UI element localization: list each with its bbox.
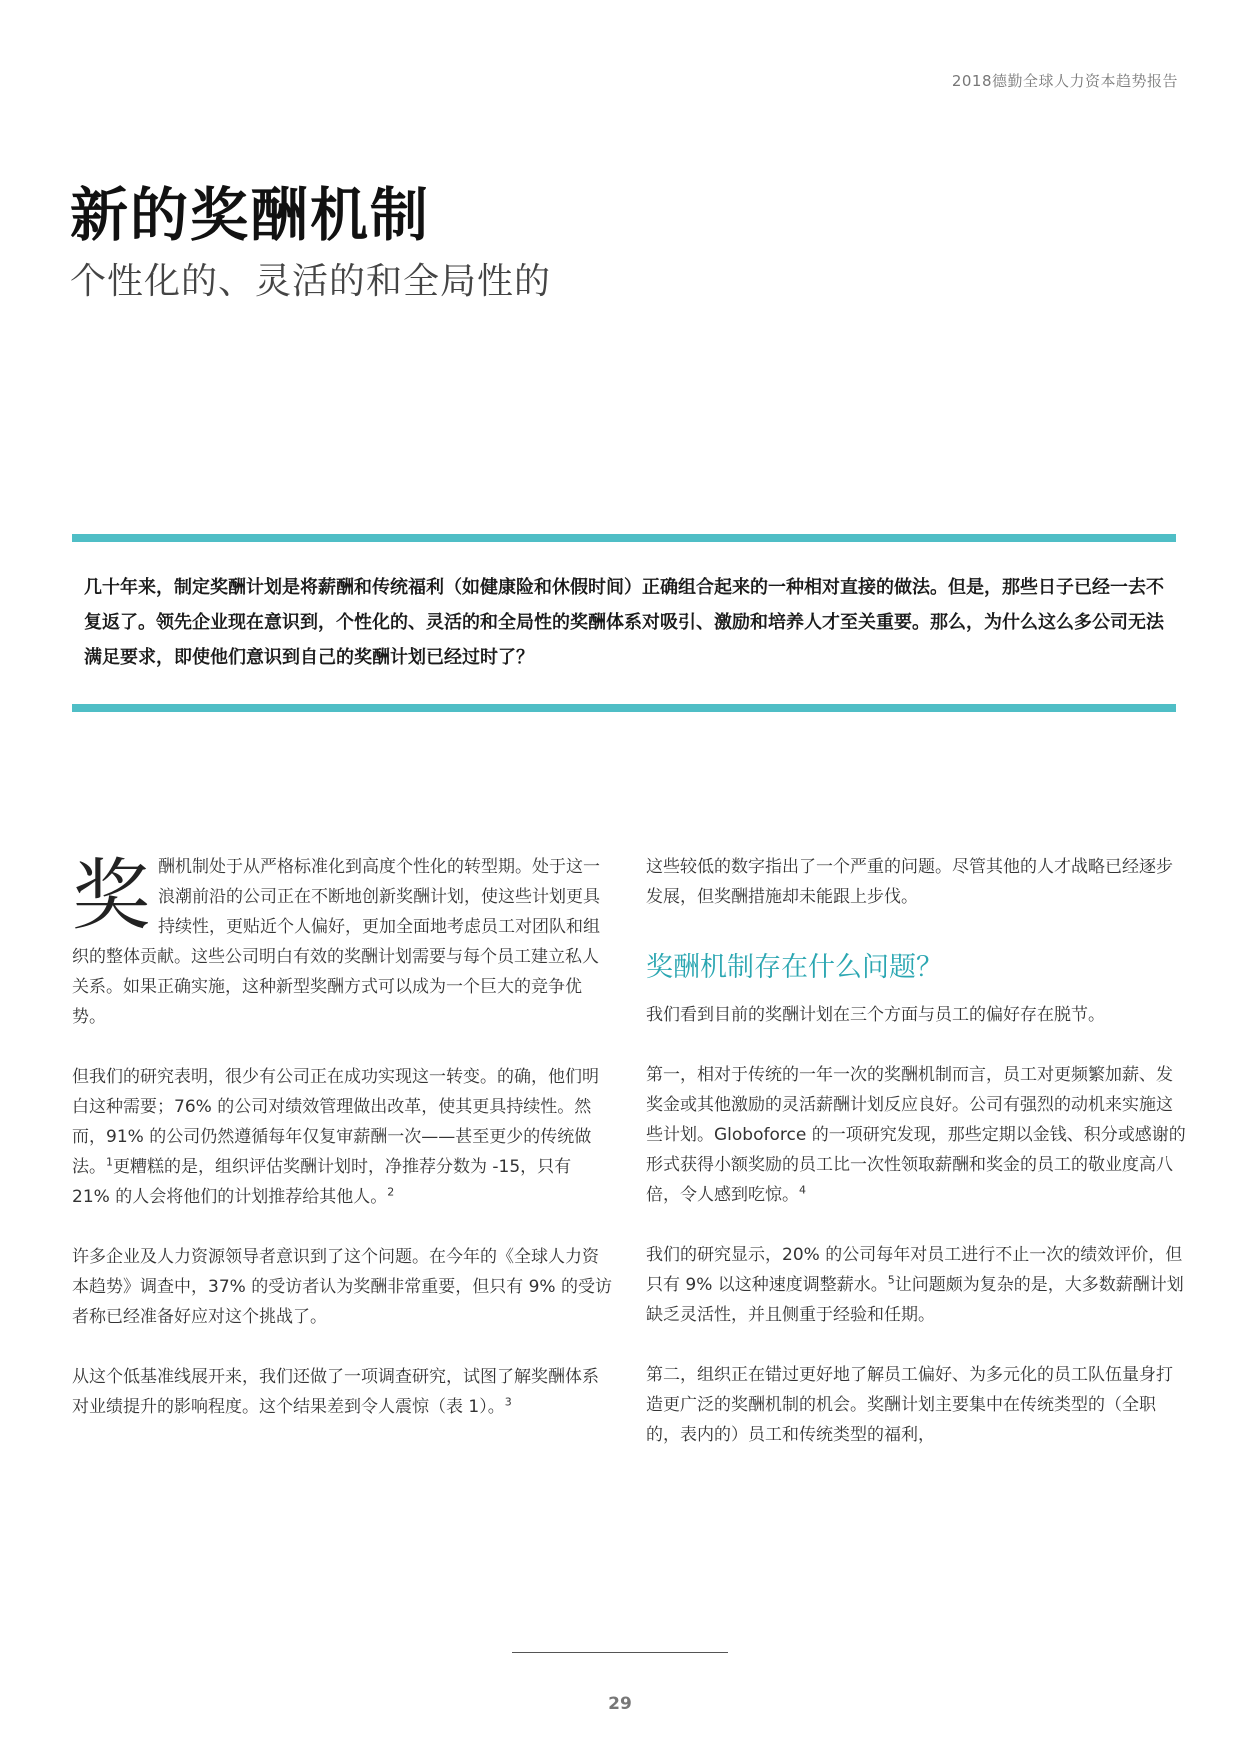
footer-divider bbox=[512, 1652, 728, 1653]
footnote-ref: 3 bbox=[504, 1395, 512, 1409]
footnote-ref: 1 bbox=[106, 1155, 113, 1169]
drop-cap: 奖 bbox=[72, 851, 151, 941]
body-paragraph bbox=[72, 1062, 612, 1212]
paragraph-text: 第二，组织正在错过更好地了解员工偏好、为多元化的员工队伍量身打造更广泛的奖酬机制的机会。奖酬计划主要集中在传统类型的（全职的，表内的）员工和传统类型的福利， bbox=[646, 1365, 1173, 1445]
right-column bbox=[646, 852, 1186, 1480]
section-heading: 奖酬机制存在什么问题？ bbox=[646, 952, 943, 983]
intro-paragraph: 几十年来，制定奖酬计划是将薪酬和传统福利（如健康险和休假时间）正确组合起来的一种相对直接的做法。但是，那些日子已经一去不复返了。领先企业现在意识到，个性化的、灵活的和全局性的奖酬体系对吸引、激励和培养人才至关重要。那么，为什么这么多公司无法满足要求，即使他们意识到自己的奖酬计划已经过时了？ bbox=[84, 577, 1164, 668]
page-title: 新的奖酬机制 bbox=[70, 181, 431, 249]
intro-bottom-rule bbox=[72, 704, 1176, 712]
body-paragraph bbox=[646, 1360, 1186, 1450]
intro-top-rule bbox=[72, 534, 1176, 542]
paragraph-text: 我们看到目前的奖酬计划在三个方面与员工的偏好存在脱节。 bbox=[646, 1005, 1105, 1025]
paragraph-text: 我们的研究显示，20% 的公司每年对员工进行不止一次的绩效评价，但只有 9% 以这种速度调整薪水。 bbox=[646, 1245, 1183, 1295]
paragraph-text: 让问题颇为复杂的是，大多数薪酬计划缺乏灵活性，并且侧重于经验和任期。 bbox=[646, 1275, 1184, 1325]
paragraph-text: 酬机制处于从严格标准化到高度个性化的转型期。处于这一浪潮前沿的公司正在不断地创新奖酬计划，使这些计划更具持续性，更贴近个人偏好，更加全面地考虑员工对团队和组织的整体贡献。这些公司明白有效的奖酬计划需要与每个员工建立私人关系。如果正确实施，这种新型奖酬方式可以成为一个巨大的竞争优势。 bbox=[72, 857, 601, 1027]
paragraph-text: 许多企业及人力资源领导者意识到了这个问题。在今年的《全球人力资本趋势》调查中，37% 的受访者认为奖酬非常重要，但只有 9% 的受访者称已经准备好应对这个挑战了。 bbox=[72, 1247, 612, 1327]
paragraph-text: 但我们的研究表明，很少有公司正在成功实现这一转变。的确，他们明白这种需要；76% 的公司对绩效管理做出改革，使其更具持续性。然而，91% 的公司仍然遵循每年仅复审薪酬一次——甚至更少的传统做法。 bbox=[72, 1067, 599, 1177]
body-paragraph bbox=[646, 1240, 1186, 1330]
body-paragraph bbox=[646, 852, 1186, 912]
body-paragraph bbox=[72, 1362, 612, 1422]
footnote-ref: 2 bbox=[387, 1185, 395, 1199]
paragraph-text: 这些较低的数字指出了一个严重的问题。尽管其他的人才战略已经逐步发展，但奖酬措施却未能跟上步伐。 bbox=[646, 857, 1173, 907]
footnote-ref: 4 bbox=[799, 1183, 806, 1197]
page-number: 29 bbox=[608, 1694, 632, 1714]
body-paragraph bbox=[72, 1242, 612, 1332]
footnote-ref: 5 bbox=[887, 1273, 895, 1287]
paragraph-text: 更糟糕的是，组织评估奖酬计划时，净推荐分数为 -15，只有 21% 的人会将他们的计划推荐给其他人。 bbox=[72, 1157, 572, 1207]
page-subtitle: 个性化的、灵活的和全局性的 bbox=[70, 261, 552, 302]
running-header: 2018德勤全球人力资本趋势报告 bbox=[951, 72, 1178, 90]
paragraph-text: 第一，相对于传统的一年一次的奖酬机制而言，员工对更频繁加薪、发奖金或其他激励的灵活薪酬计划反应良好。公司有强烈的动机来实施这些计划。Globoforce 的一项研究发现，那些定期以金钱、积分或感谢的形式获得小额奖励的员工比一次性领取薪酬和奖金的员工的敬业度高八倍，令人感到吃惊。 bbox=[646, 1065, 1186, 1205]
body-paragraph bbox=[646, 1000, 1186, 1030]
body-paragraph bbox=[72, 852, 612, 1032]
left-column bbox=[72, 852, 612, 1452]
body-paragraph bbox=[646, 1060, 1186, 1210]
paragraph-text: 从这个低基准线展开来，我们还做了一项调查研究，试图了解奖酬体系对业绩提升的影响程度。这个结果差到令人震惊（表 1）。 bbox=[72, 1367, 599, 1417]
